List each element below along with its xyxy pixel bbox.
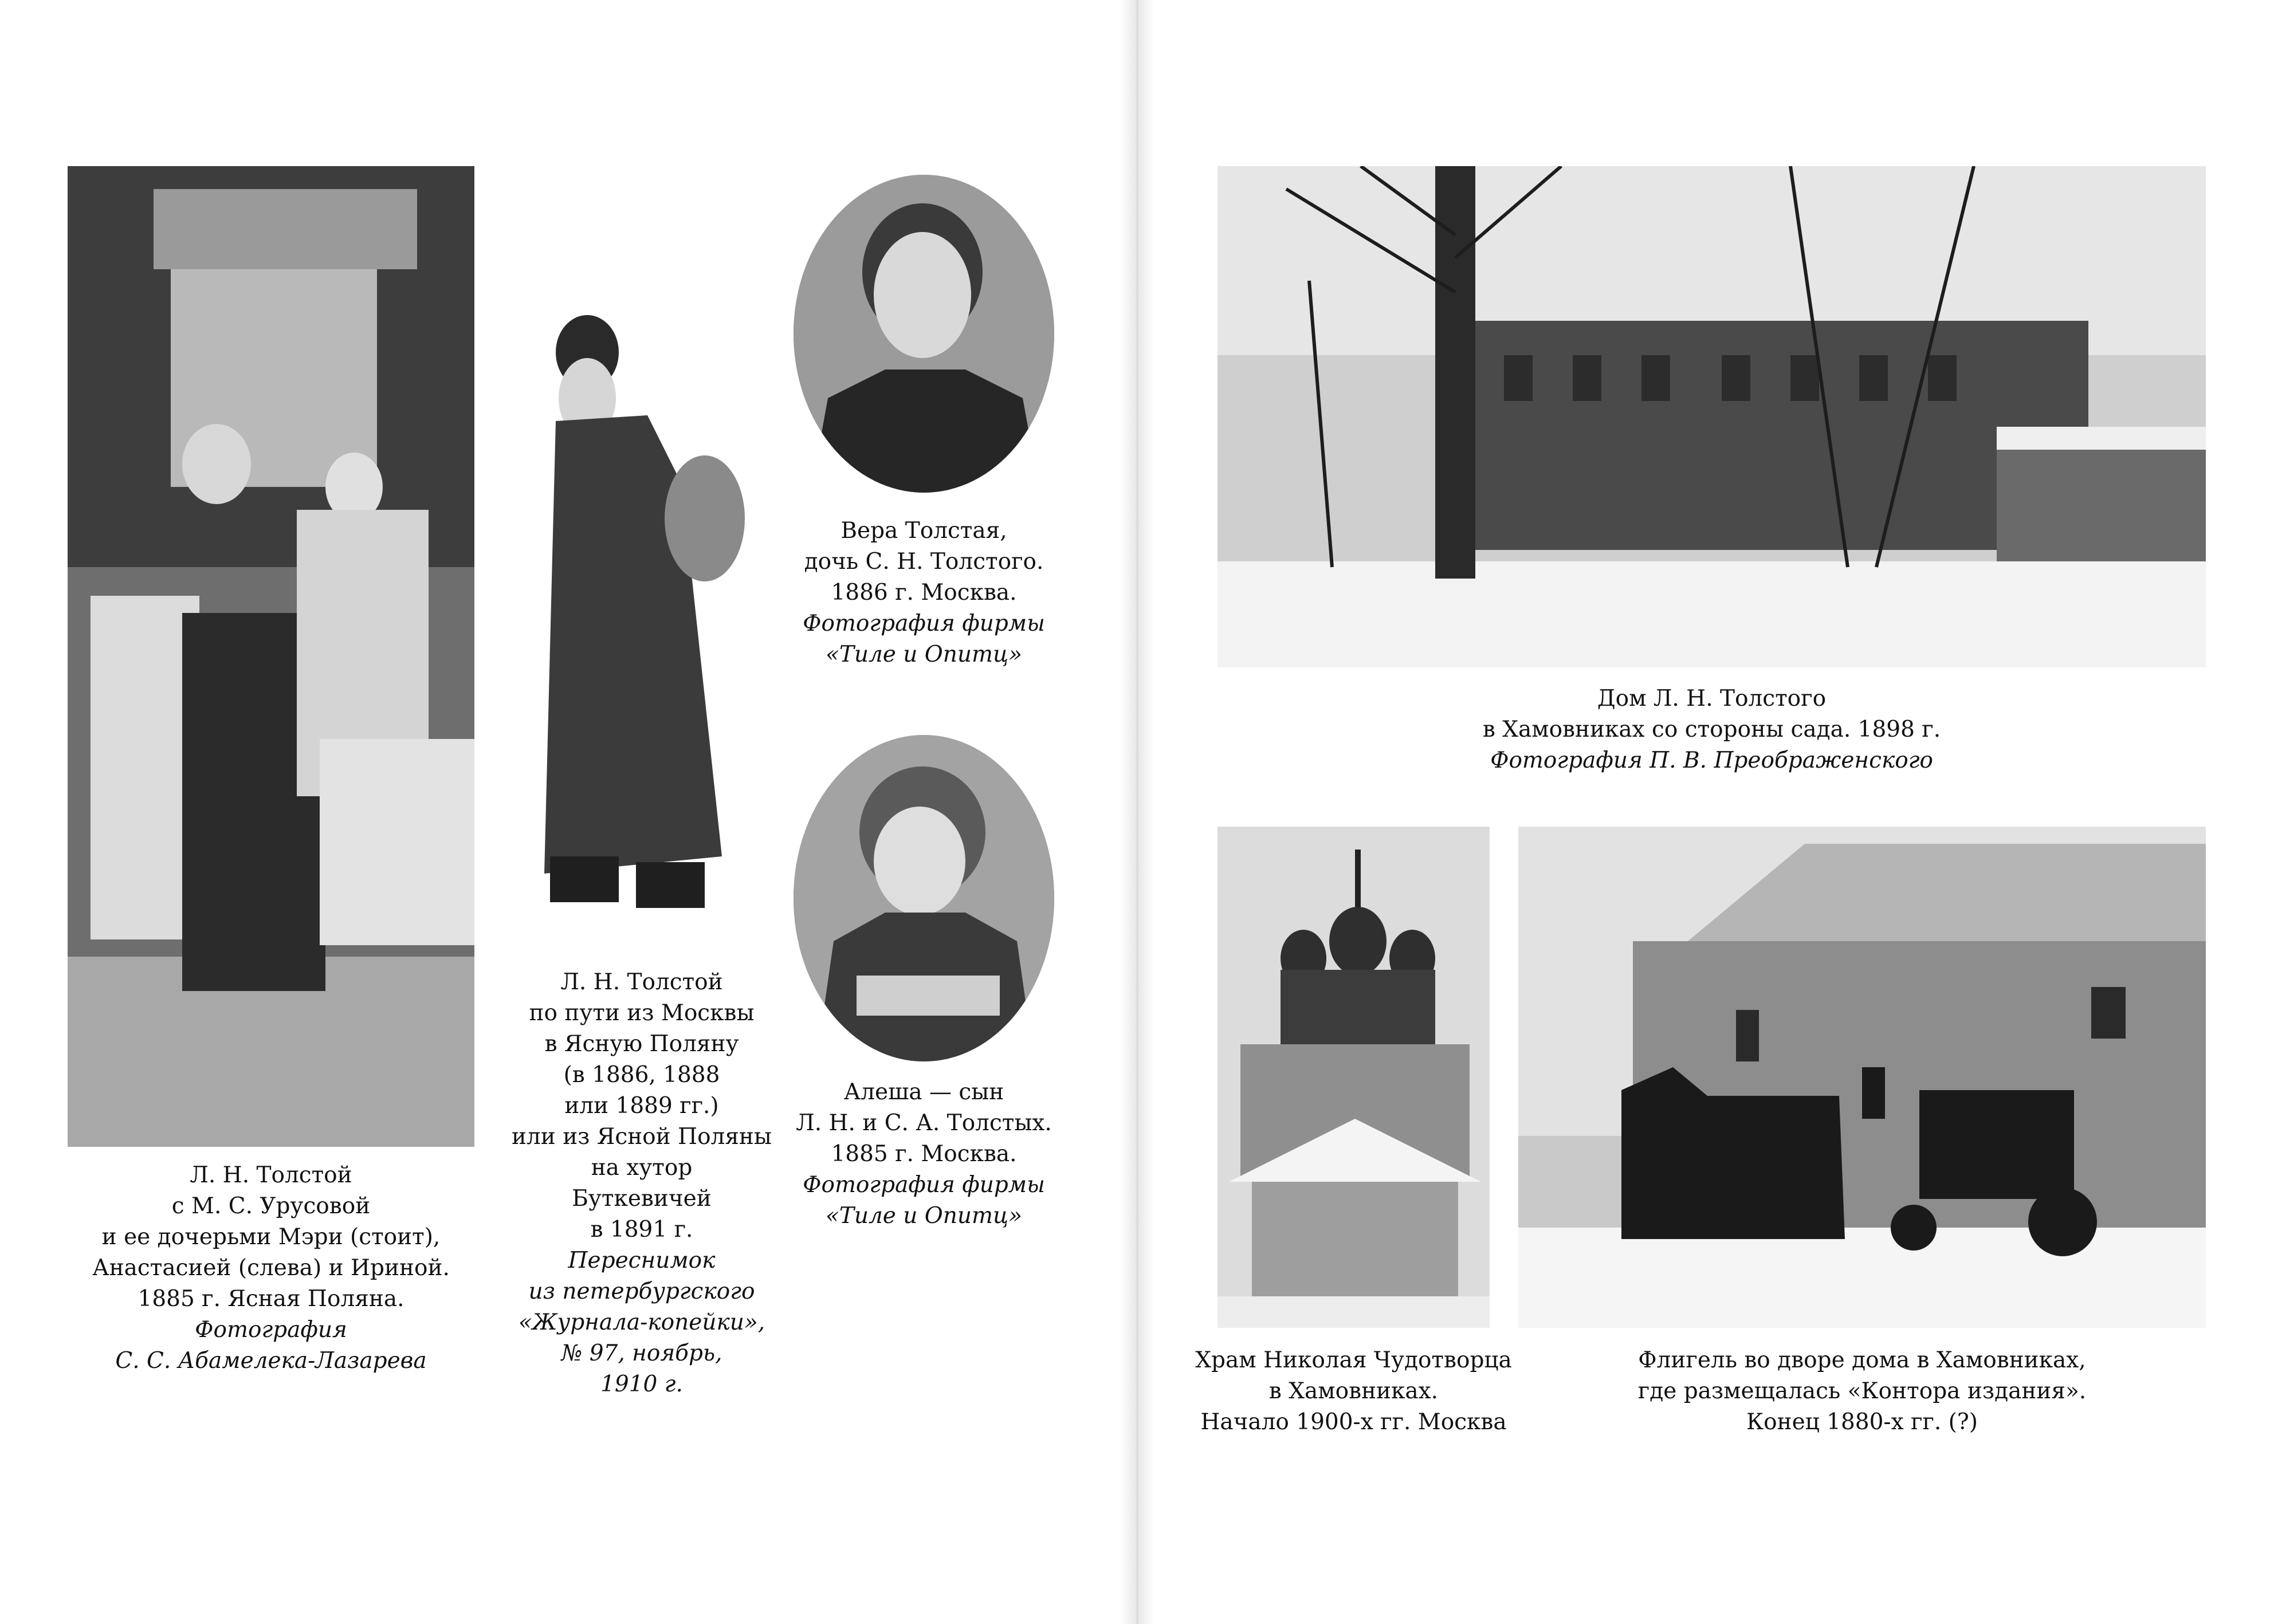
caption-line: Вера Толстая,: [841, 518, 1007, 544]
photo-credit: Фотография фирмы: [803, 611, 1045, 636]
vera-photo-caption: [771, 516, 1077, 670]
caption-line: в Хамовниках со стороны сада. 1898 г.: [1482, 717, 1941, 742]
caption-line: дочь С. Н. Толстого.: [804, 549, 1044, 575]
caption-line: Алеша — сын: [843, 1079, 1004, 1105]
caption-line: (в 1886, 1888: [563, 1062, 720, 1088]
alyosha-photo-caption: [771, 1077, 1077, 1232]
alyosha-portrait-photo: [794, 735, 1054, 1061]
photo-credit: Переснимок: [568, 1248, 716, 1273]
family-photo-caption: [68, 1160, 474, 1377]
house-photo-caption: [1217, 683, 2206, 776]
photo-credit: Фотография фирмы: [803, 1172, 1045, 1198]
caption-line: Дом Л. Н. Толстого: [1597, 686, 1827, 711]
caption-line: или из Ясной Поляны: [512, 1124, 772, 1150]
caption-line: Л. Н. Толстой: [560, 969, 723, 995]
photo-credit: «Журнала-копейки»,: [518, 1310, 765, 1335]
caption-line: и ее дочерьми Мэри (стоит),: [101, 1224, 441, 1250]
caption-line: в 1891 г.: [590, 1217, 693, 1242]
caption-line: где размещалась «Контора издания».: [1637, 1378, 2087, 1404]
photo-credit: Фотография: [195, 1317, 347, 1343]
khamovniki-house-photo: [1217, 166, 2206, 667]
photo-credit: 1910 г.: [600, 1371, 683, 1397]
caption-line: с М. С. Урусовой: [171, 1193, 371, 1219]
photo-credit: № 97, ноябрь,: [561, 1340, 722, 1366]
photo-credit: из петербургского: [528, 1279, 755, 1304]
walking-photo-caption: [504, 967, 779, 1400]
caption-line: 1885 г. Москва.: [831, 1141, 1017, 1167]
caption-line: в Ясную Поляну: [544, 1031, 739, 1057]
tolstoy-walking-photo: [533, 312, 751, 922]
caption-line: Буткевичей: [572, 1186, 712, 1212]
vera-portrait-photo: [794, 175, 1054, 493]
church-photo-caption: [1192, 1345, 1515, 1438]
book-gutter: [1120, 0, 1154, 1624]
photo-credit: Фотография П. В. Преображенского: [1490, 748, 1933, 773]
church-photo: [1217, 827, 1490, 1328]
wing-photo-caption: [1518, 1345, 2206, 1438]
caption-line: Л. Н. Толстой: [190, 1162, 352, 1188]
caption-line: Анастасией (слева) и Ириной.: [92, 1255, 450, 1281]
caption-line: на хутор: [591, 1155, 693, 1181]
wing-building-photo: [1518, 827, 2206, 1328]
photo-credit: «Тиле и Опитц»: [825, 642, 1023, 667]
caption-line: 1886 г. Москва.: [831, 580, 1017, 605]
family-group-photo: [68, 166, 474, 1147]
caption-line: по пути из Москвы: [529, 1000, 755, 1026]
photo-credit: С. С. Абамелека-Лазарева: [115, 1348, 427, 1374]
caption-line: 1885 г. Ясная Поляна.: [138, 1286, 404, 1312]
caption-line: Конец 1880-х гг. (?): [1746, 1409, 1978, 1435]
caption-line: Л. Н. и С. А. Толстых.: [796, 1110, 1052, 1136]
caption-line: в Хамовниках.: [1268, 1378, 1439, 1404]
caption-line: Храм Николая Чудотворца: [1195, 1347, 1512, 1373]
caption-line: или 1889 гг.): [564, 1093, 719, 1119]
caption-line: Начало 1900-х гг. Москва: [1200, 1409, 1507, 1435]
caption-line: Флигель во дворе дома в Хамовниках,: [1638, 1347, 2086, 1373]
photo-credit: «Тиле и Опитц»: [825, 1203, 1023, 1229]
